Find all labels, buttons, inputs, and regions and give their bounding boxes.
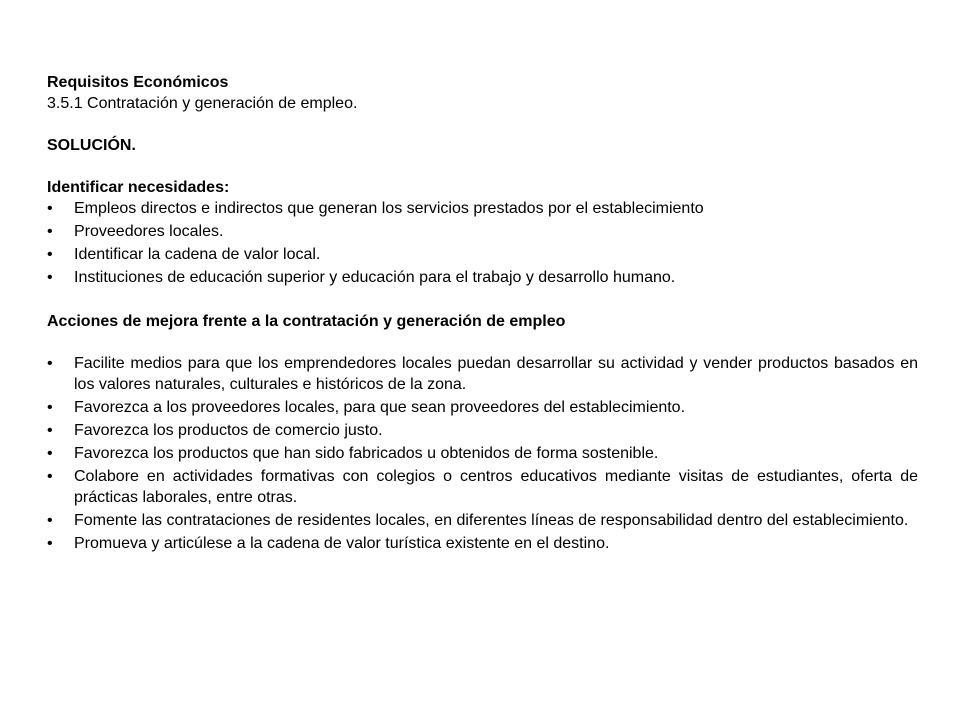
bullet-icon: • (47, 512, 53, 529)
spacer (47, 114, 918, 135)
bullet-icon: • (47, 246, 53, 263)
bullet-icon: • (47, 269, 53, 286)
bullet-icon: • (47, 468, 53, 485)
list-item (47, 353, 918, 395)
bullet-icon: • (47, 399, 53, 416)
list-item (47, 466, 918, 508)
list-item-text: Favorezca los productos de comercio justo. (74, 422, 383, 439)
actions-list (47, 353, 918, 554)
list-item (47, 420, 918, 441)
list-item-text: Fomente las contrataciones de residentes locales, en diferentes líneas de responsabilidad dentro del establecimiento. (74, 512, 909, 529)
document-subtitle: 3.5.1 Contratación y generación de empleo. (47, 95, 358, 112)
spacer (47, 290, 918, 311)
list-item-text: Instituciones de educación superior y educación para el trabajo y desarrollo humano. (74, 269, 676, 286)
needs-list (47, 198, 918, 288)
solution-heading: SOLUCIÓN. (47, 137, 136, 154)
list-item-text: Identificar la cadena de valor local. (74, 246, 321, 263)
list-item-text: Promueva y articúlese a la cadena de valor turística existente en el destino. (74, 535, 610, 552)
list-item-text: Favorezca a los proveedores locales, para que sean proveedores del establecimiento. (74, 399, 686, 416)
bullet-icon: • (47, 223, 53, 240)
list-item (47, 244, 918, 265)
document-title: Requisitos Económicos (47, 74, 229, 91)
document-body (47, 72, 918, 556)
list-item-text: Favorezca los productos que han sido fabricados u obtenidos de forma sostenible. (74, 445, 659, 462)
bullet-icon: • (47, 422, 53, 439)
list-item-text: Proveedores locales. (74, 223, 224, 240)
bullet-icon: • (47, 200, 53, 217)
spacer (47, 156, 918, 177)
bullet-icon: • (47, 535, 53, 552)
list-item (47, 198, 918, 219)
list-item-text: Colabore en actividades formativas con colegios o centros educativos mediante visitas de estudiantes, oferta de prácticas laborales, entre otras. (74, 468, 918, 506)
list-item (47, 443, 918, 464)
list-item (47, 510, 918, 531)
bullet-icon: • (47, 445, 53, 462)
bullet-icon: • (47, 355, 53, 372)
actions-heading: Acciones de mejora frente a la contratación y generación de empleo (47, 313, 566, 330)
needs-heading: Identificar necesidades: (47, 179, 230, 196)
list-item-text: Empleos directos e indirectos que generan los servicios prestados por el establecimiento (74, 200, 704, 217)
list-item (47, 221, 918, 242)
spacer (47, 332, 918, 353)
list-item-text: Facilite medios para que los emprendedores locales puedan desarrollar su actividad y vender productos basados en los valores naturales, culturales e históricos de la zona. (74, 355, 918, 393)
list-item (47, 397, 918, 418)
list-item (47, 267, 918, 288)
list-item (47, 533, 918, 554)
